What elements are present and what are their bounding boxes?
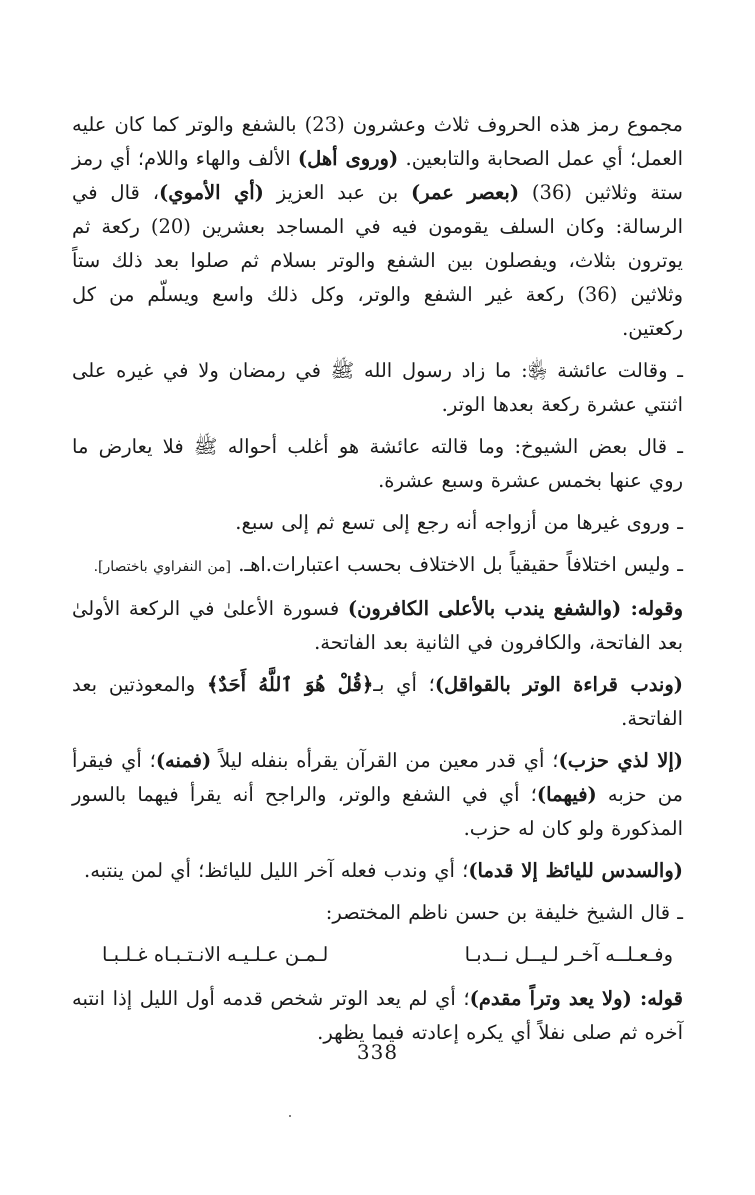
text-run: بن عبد العزيز — [263, 181, 412, 204]
bold-phrase: (والشفع يندب بالأعلى الكافرون) — [347, 597, 622, 620]
paragraph-p8 — [72, 744, 683, 846]
bold-phrase: (وروى أهل) — [297, 147, 399, 170]
paragraph-p3 — [72, 430, 683, 498]
text-run: ـ وروى غيرها من أزواجه أنه رجع إلى تسع ثم إلى سبع. — [235, 511, 683, 534]
text-run: ـ وقالت عائشة ﵂: ما زاد رسول الله ﷺ في رمضان ولا في غيره على اثنتي عشرة ركعة بعدها الوتر. — [72, 359, 683, 416]
paragraph-p7 — [72, 668, 683, 736]
bold-phrase: ﴿قُلْ هُوَ ٱللَّهُ أَحَدٌ﴾ — [206, 673, 374, 696]
bold-phrase: (ولا يعد وتراً مقدم) — [469, 987, 632, 1010]
bold-phrase: قوله: — [631, 987, 683, 1010]
bold-phrase: (فمنه) — [155, 749, 212, 772]
text-run: مجموع رمز هذه الحروف ثلاث وعشرون (23) بالشفع والوتر كما كان عليه العمل؛ أي عمل الصحابة والتابعين. — [72, 113, 684, 170]
paragraph-p4 — [72, 506, 683, 540]
paragraph-p5 — [72, 548, 683, 584]
paragraph-p10 — [72, 896, 683, 930]
bold-phrase: (بعصر عمر) — [411, 181, 520, 204]
bold-phrase: (فيهما) — [536, 783, 597, 806]
text-run: الألف والهاء واللام؛ أي رمز ستة وثلاثين (36) — [72, 147, 683, 204]
text-run: ؛ أي في الشفع والوتر، والراجح أنه يقرأ فيهما بالسور المذكورة ولو كان له حزب. — [72, 783, 683, 840]
text-run: [من النفراوي باختصار]. — [93, 559, 231, 575]
text-run: والمعوذتين بعد الفاتحة. — [72, 673, 683, 730]
text-run: ؛ أي لم يعد الوتر شخص قدمه أول الليل إذا انتبه آخره ثم صلى نفلاً أي يكره إعادته فيما يظهر. — [72, 987, 683, 1044]
bold-phrase: (وندب قراءة الوتر بالقواقل) — [434, 673, 683, 696]
text-run: فسورة الأعلىٰ في الركعة الأولىٰ بعد الفاتحة، والكافرون في الثانية بعد الفاتحة. — [72, 597, 683, 654]
speck-mark — [289, 1115, 291, 1117]
verse-second-hemistich: لـمـن عـلـيـه الانـتـبـاه غـلـبـا — [102, 943, 329, 966]
bold-phrase: (والسدس لليائظ إلا قدما) — [468, 859, 683, 882]
paragraph-p1 — [72, 108, 683, 346]
text-run: ؛ أي فيقرأ من حزبه — [72, 749, 683, 806]
paragraphs — [72, 108, 683, 930]
text-run: ؛ أي وندب فعله آخر الليل لليائظ؛ أي لمن ينتبه. — [84, 859, 469, 882]
bold-phrase: (إلا لذي حزب) — [558, 749, 683, 772]
text-run: ـ قال الشيخ خليفة بن حسن ناظم المختصر: — [325, 901, 683, 924]
paragraph-p6 — [72, 592, 683, 660]
bold-phrase: وقوله: — [621, 597, 683, 620]
text-run: ، قال في الرسالة: وكان السلف يقومون فيه في المساجد بعشرين (20) ركعة ثم يوترون بثلاث، ويفصلون بين الشفع والوتر بسلام ثم صلوا بعد ذلك ستاً وثلاثين (36) ركعة غير الشفع والوتر، وكل ذلك واسع ويسلّم من كل ركعتين. — [72, 181, 683, 340]
paragraph-p2 — [72, 354, 683, 422]
page-body — [72, 108, 683, 1058]
text-run: ؛ أي بـ — [373, 673, 435, 696]
page-number: 338 — [356, 1040, 399, 1064]
poem-verse — [102, 938, 673, 972]
paragraph-p9 — [72, 854, 683, 888]
text-run: ـ وليس اختلافاً حقيقياً بل الاختلاف بحسب اعتبارات.اهـ. — [231, 553, 683, 576]
text-run: ؛ أي قدر معين من القرآن يقرأه بنفله ليلاً — [211, 749, 559, 772]
verse-first-hemistich: وفـعـلــه آخـر لـيــل نــدبـا — [464, 943, 673, 966]
bold-phrase: (أي الأموي) — [159, 181, 264, 204]
text-run: ـ قال بعض الشيوخ: وما قالته عائشة هو أغلب أحواله ﷺ فلا يعارض ما روي عنها بخمس عشرة وسبع عشرة. — [72, 435, 683, 492]
